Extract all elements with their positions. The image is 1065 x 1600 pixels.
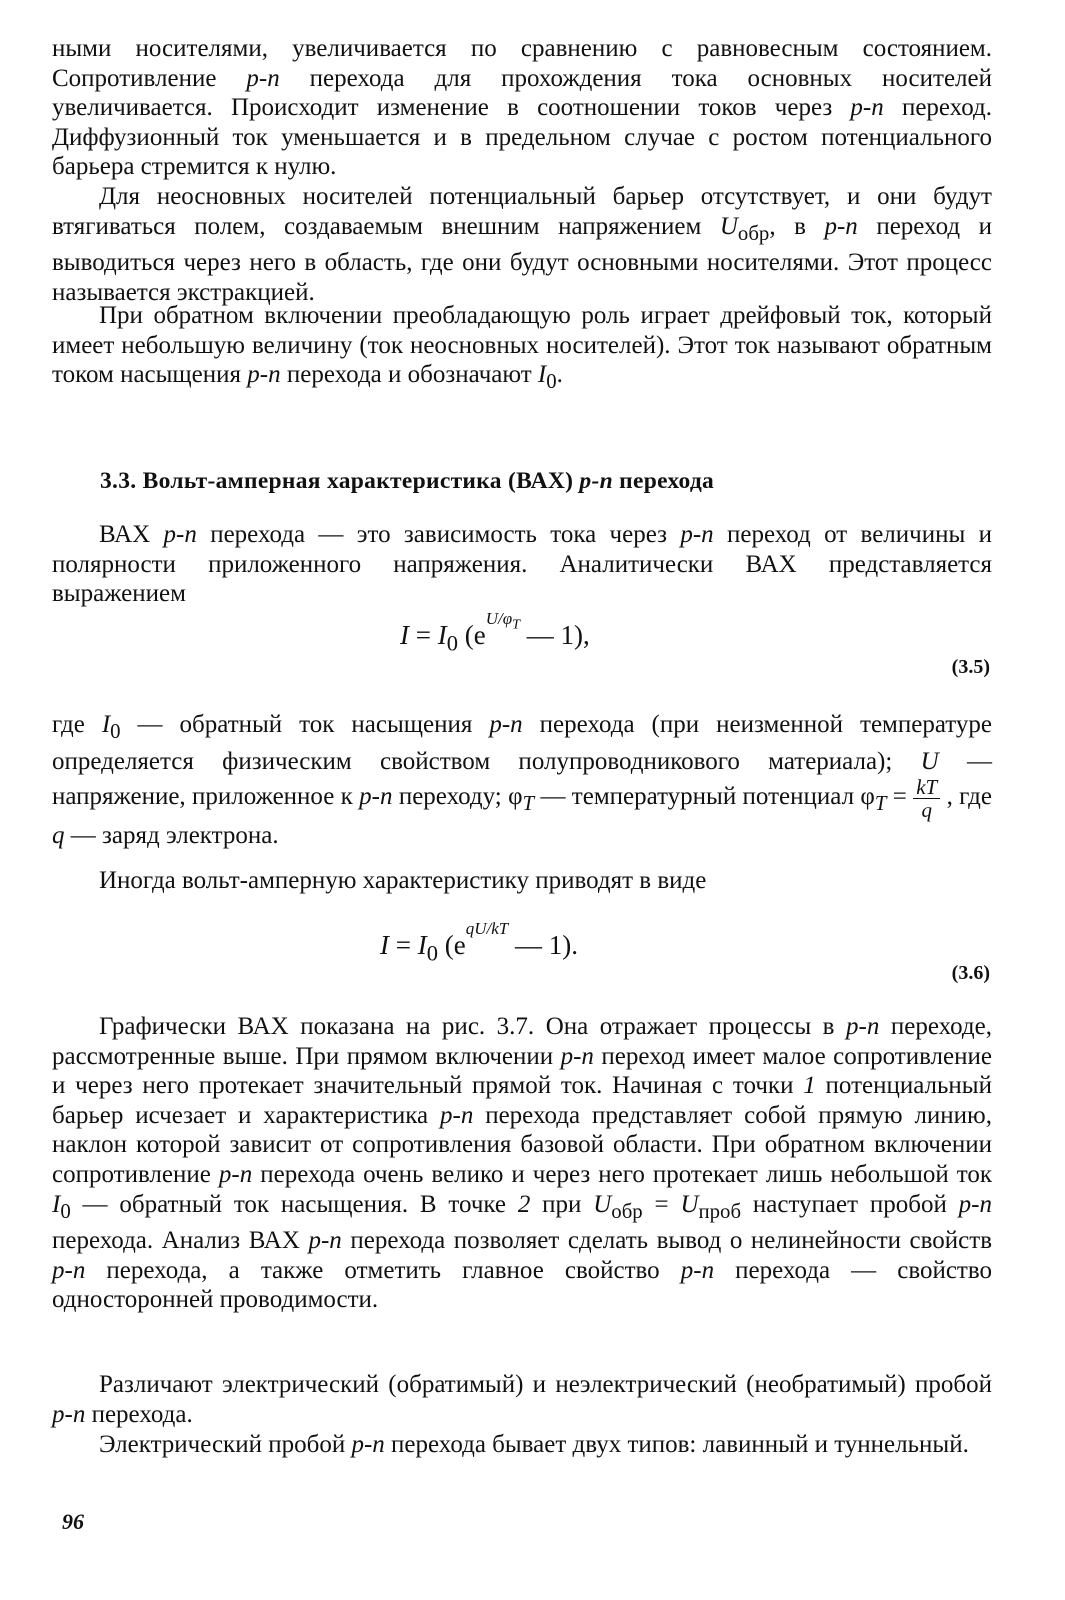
- paragraph-text: Графически ВАХ показана на рис. 3.7. Она отражает процессы в p-n переходе, рассмотренные выше. При прямом включении p-n переход имеет малое сопротивление и через него протекает значительный прямой ток. Начиная с точки 1 потенциальный барьер исчезает и характеристика p-n перехода представляет собой прямую линию, наклон которой зависит от сопротивления базовой области. При обратном включении сопротивление p-n перехода очень велико и через него протекает лишь небольшой ток $I_0$ — обратный ток насыщения. В точке 2 при $U_{обр} = U_{проб}$ наступает пробой p-n перехода. Анализ ВАХ p-n перехода позволяет сделать вывод о нелинейности свойств p-n перехода, а также отметить главное свойство p-n перехода — свойство односторонней проводимости.: [52, 1013, 992, 1314]
- paragraph-text: ВАХ p-n перехода — это зависимость тока через p-n переход от величины и полярности приложенного напряжения. Аналитически ВАХ представляется выражением: [52, 521, 992, 608]
- paragraph-2: [52, 182, 992, 307]
- paragraph-text: где $I_0$ — обратный ток насыщения p-n перехода (при неизменной температуре определяется физическим свойством полупроводникового материала); U — напряжение, приложенное к p-n переходу; $\varphi_T$ — температурный потенциал $\varphi_T$ = $\frac{kT}{q}$ , где q — заряд электрона.: [52, 711, 993, 850]
- paragraph-3: [52, 301, 992, 397]
- paragraph-4: [52, 520, 992, 609]
- paragraph-1: [52, 34, 992, 182]
- paragraph-9: [52, 1430, 992, 1460]
- equation-3-5: $I = I_0$ ($e^{U/\varphi_T}$ — 1),: [400, 609, 590, 656]
- equation-3-6: $I = I_0$ ($e^{qU/kT}$ — 1).: [380, 919, 578, 966]
- paragraph-text: При обратном включении преобладающую роль играет дрейфовый ток, который имеет небольшую величину (ток неосновных носителей). Этот ток называют обратным током насыщения p-n перехода и обозначают $I_0$.: [52, 302, 992, 394]
- paragraph-6: [52, 866, 992, 896]
- page-number: 96: [62, 1509, 84, 1534]
- paragraph-text: ными носителями, увеличивается по сравнению с равновесным состоянием. Сопротивление p-n перехода для прохождения тока основных носителей увеличивается. Происходит изменение в соотношении токов через p-n переход. Диффузионный ток уменьшается и в предельном случае с ростом потенциального барьера стремится к нулю.: [52, 35, 993, 181]
- paragraph-text: Электрический пробой p-n перехода бывает двух типов: лавинный и туннельный.: [99, 1431, 969, 1458]
- paragraph-8: [52, 1370, 992, 1429]
- paragraph-text: Различают электрический (обратимый) и неэлектрический (необратимый) пробой p-n перехода.: [52, 1371, 992, 1428]
- fraction: $\frac{kT}{q}$: [913, 776, 940, 821]
- section-title: 3.3. Вольт-амперная характеристика (ВАХ) p-n перехода: [100, 468, 715, 494]
- paragraph-5: [52, 710, 992, 851]
- paragraph-7: [52, 1012, 992, 1315]
- equation-number: (3.6): [951, 962, 990, 984]
- paragraph-text: Для неосновных носителей потенциальный барьер отсутствует, и они будут втягиваться полем, создаваемым внешним напряжением $U_{обр}$, в p-n переход и выводиться через него в область, где они будут основными носителями. Этот процесс называется экстракцией.: [52, 183, 993, 306]
- equation-number: (3.5): [951, 656, 990, 678]
- paragraph-text: Иногда вольт-амперную характеристику приводят в виде: [99, 867, 707, 894]
